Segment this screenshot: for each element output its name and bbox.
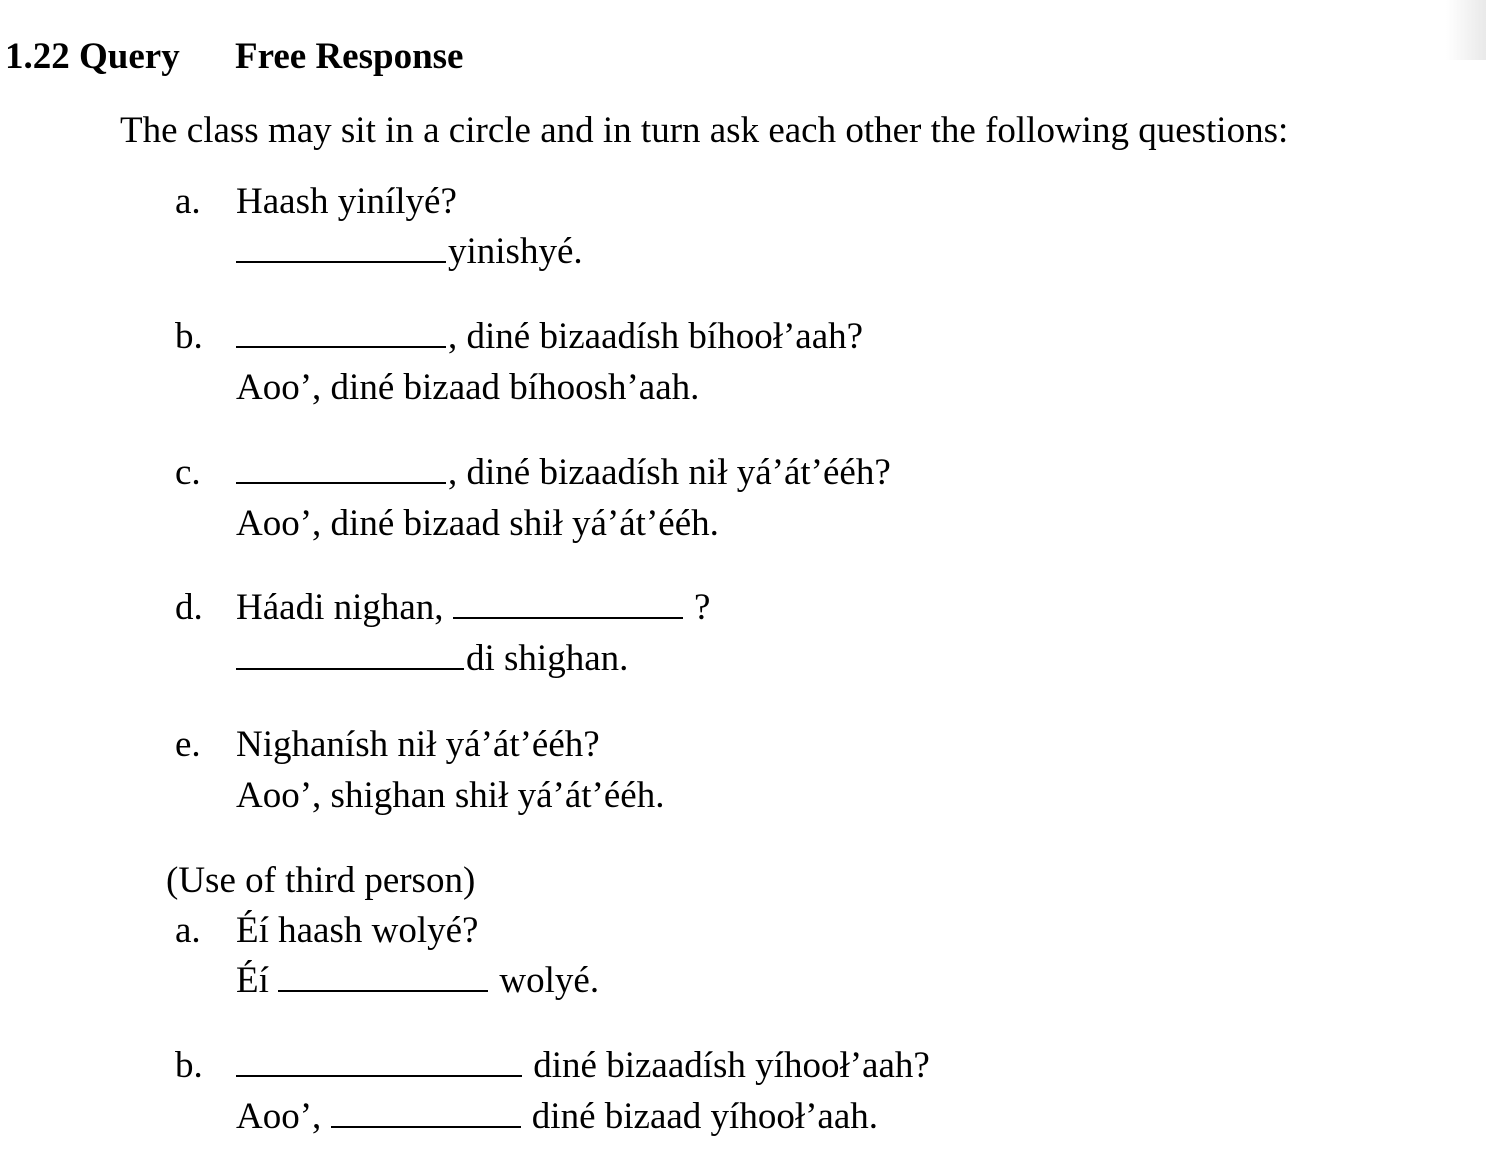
item-d-question-end: ? <box>694 587 711 628</box>
section-heading <box>5 36 463 78</box>
item-a-question: Haash yinílyé? <box>236 181 457 222</box>
item-e-answer: Aoo’, shighan shił yá’át’ééh. <box>236 775 665 816</box>
item-c-marker: c. <box>175 452 201 493</box>
item-d-answer <box>236 638 628 680</box>
item-a-marker: a. <box>175 181 201 222</box>
item-c-question <box>236 452 891 494</box>
tp-item-b-question <box>236 1045 930 1087</box>
tp-item-b-answer-start: Aoo’, <box>236 1096 322 1137</box>
fill-blank[interactable] <box>236 1049 522 1077</box>
page-edge-shadow <box>1446 0 1486 60</box>
tp-item-a-marker: a. <box>175 910 201 951</box>
item-a-answer <box>236 231 583 273</box>
tp-item-b-question-text: diné bizaadísh yíhooł’aah? <box>533 1045 930 1086</box>
fill-blank[interactable] <box>278 964 488 992</box>
tp-item-a-answer-start: Éí <box>236 960 269 1001</box>
tp-item-b-answer <box>236 1096 878 1138</box>
item-c-question-text: , diné bizaadísh nił yá’át’ééh? <box>448 452 891 493</box>
tp-item-b-marker: b. <box>175 1045 203 1086</box>
tp-item-b-answer-end: diné bizaad yíhooł’aah. <box>531 1096 879 1137</box>
item-d-question-text: Háadi nighan, <box>236 587 444 628</box>
tp-item-a-answer-end: wolyé. <box>499 960 600 1001</box>
section-title: Free Response <box>235 36 464 77</box>
item-b-answer: Aoo’, diné bizaad bíhoosh’aah. <box>236 367 700 408</box>
item-b-question <box>236 316 863 358</box>
fill-blank[interactable] <box>236 320 446 348</box>
tp-item-a-answer <box>236 960 599 1002</box>
item-d-answer-text: di shighan. <box>466 638 629 679</box>
section-number: 1.22 Query <box>5 36 180 77</box>
third-person-note: (Use of third person) <box>166 860 476 901</box>
item-d-marker: d. <box>175 587 203 628</box>
instructions: The class may sit in a circle and in turn ask each other the following questions: <box>120 110 1289 151</box>
item-b-question-text: , diné bizaadísh bíhooł’aah? <box>448 316 864 357</box>
item-b-marker: b. <box>175 316 203 357</box>
tp-item-a-question: Éí haash wolyé? <box>236 910 479 951</box>
item-c-answer: Aoo’, diné bizaad shił yá’át’ééh. <box>236 503 719 544</box>
fill-blank[interactable] <box>453 591 683 619</box>
item-e-marker: e. <box>175 724 201 765</box>
fill-blank[interactable] <box>236 642 464 670</box>
fill-blank[interactable] <box>236 235 446 263</box>
item-d-question <box>236 587 710 629</box>
fill-blank[interactable] <box>331 1100 521 1128</box>
item-e-question: Nighanísh nił yá’át’ééh? <box>236 724 600 765</box>
fill-blank[interactable] <box>236 456 446 484</box>
item-a-answer-text: yinishyé. <box>448 231 583 272</box>
